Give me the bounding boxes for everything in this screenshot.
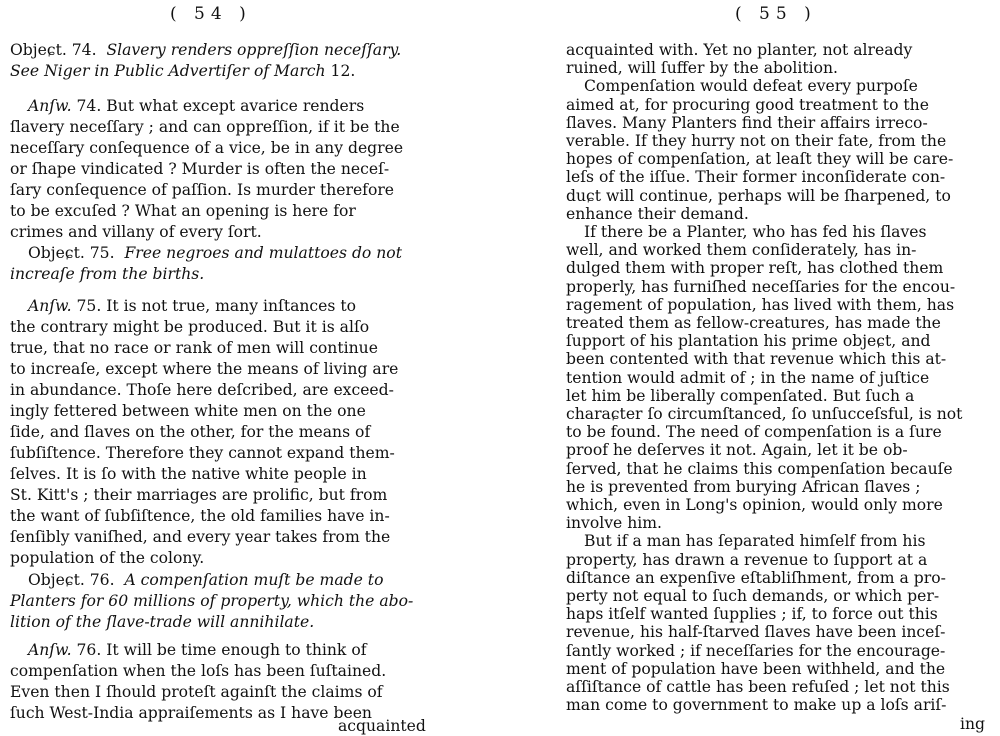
answer-75-line: the contrary might be produced. But it is alſo — [10, 318, 370, 336]
right-page-line: perty not equal to ſuch demands, or which per- — [566, 587, 940, 605]
right-page-line: man come to government to make up a loſs ariſ- — [566, 696, 947, 715]
right-page-line: ſerved, that he claims this compenſation becauſe — [566, 459, 953, 478]
answer-76-line: Anſw. 76. It will be time enough to think of — [28, 641, 367, 659]
object-74-line-2: See Niger in Public Advertiſer of March 12. — [10, 62, 356, 80]
answer-74-line: ſlavery neceſſary ; and can oppreſſion, if it be the — [10, 118, 400, 136]
right-page-line: duɕt will continue, perhaps will be ſharpened, to — [566, 186, 951, 205]
right-page-line: acquainted with. Yet no planter, not already — [566, 41, 913, 59]
right-page-line: been contented with that revenue which this at- — [566, 350, 947, 369]
answer-75-line: ſide, and ſlaves on the other, for the means of — [10, 423, 371, 441]
answer-75-line: ſelves. It is ſo with the native white people in — [10, 465, 367, 483]
answer-74-line: or ſhape vindicated ? Murder is often the neceſ- — [10, 160, 390, 178]
answer-76-line: compenſation when the loſs has been ſuſtained. — [10, 662, 387, 680]
page-number-right: ( 55 ) — [735, 4, 817, 24]
right-page-line: enhance their demand. — [566, 204, 749, 223]
right-page-line: ſlaves. Many Planters find their affairs irreco- — [566, 113, 928, 132]
right-page-line: revenue, his half-ſtarved ſlaves have been inceſ- — [566, 623, 946, 642]
right-page-line: haps itſelf wanted ſupplies ; if, to force out this — [566, 605, 938, 624]
answer-75-line: population of the colony. — [10, 549, 205, 567]
answer-76-line: Even then I ſhould proteſt againſt the claims of — [10, 683, 383, 701]
catchword-right: ing — [960, 715, 986, 733]
object-75-line-2: increaſe from the births. — [10, 265, 205, 283]
answer-75-line: ingly fettered between white men on the one — [10, 402, 366, 420]
object-76-line-3: lition of the ſlave-trade will annihilate. — [10, 613, 315, 631]
object-75-line-1: Objeɕt. 75. Free negroes and mulattoes do not — [28, 244, 402, 262]
right-page-line: ruined, will ſuffer by the abolition. — [566, 59, 838, 78]
answer-75-line: St. Kitt's ; their marriages are prolific, but from — [10, 486, 388, 504]
object-76-line-1: Objeɕt. 76. A compenſation muſt be made to — [28, 571, 384, 589]
object-74-label: Objeɕt. 74. — [10, 41, 97, 59]
answer-74-line: neceſſary conſequence of a vice, be in any degree — [10, 139, 404, 157]
right-page-line: treated them as fellow-creatures, has made the — [566, 314, 941, 332]
right-page-line: well, and worked them conſiderately, has in- — [566, 241, 917, 260]
right-page — [560, 0, 1000, 736]
right-page-line: ſupport of his plantation his prime objeɕt, and — [566, 332, 931, 351]
right-page-line: leſs of the iſſue. Their former inconſiderate con- — [566, 168, 946, 187]
catchword-left: acquainted — [338, 717, 426, 735]
right-page-line: If there be a Planter, who has fed his ſlaves — [584, 223, 927, 241]
answer-75-line: Anſw. 75. It is not true, many inſtances to — [28, 297, 357, 315]
page-number-left: ( 54 ) — [170, 4, 252, 24]
right-page-line: ragement of population, has lived with them, has — [566, 295, 955, 314]
answer-75-line: ſenſibly vaniſhed, and every year takes from the — [10, 528, 391, 546]
right-page-line: diſtance an expenſive eſtabliſhment, from a pro- — [566, 568, 946, 587]
answer-74-line: to be excuſed ? What an opening is here for — [10, 202, 356, 220]
right-page-line: which, even in Long's opinion, would only more — [566, 496, 943, 514]
right-page-line: ment of population have been withheld, and the — [566, 659, 946, 678]
right-page-line: dulged them with proper reſt, has clothed them — [566, 259, 944, 278]
answer-75-line: in abundance. Thoſe here deſcribed, are exceed- — [10, 381, 394, 399]
answer-76-line: ſuch West-India appraiſements as I have been — [10, 704, 372, 722]
object-76-line-2: Planters for 60 millions of property, which the abo- — [10, 592, 414, 610]
object-76-label: Objeɕt. 76. — [28, 571, 115, 589]
right-page-line: Compenſation would defeat every purpoſe — [584, 77, 918, 96]
answer-74-line: Anſw. 74. But what except avarice renders — [28, 97, 365, 115]
right-page-line: properly, has furniſhed neceſſaries for the encou- — [566, 277, 956, 296]
object-74-text: Slavery renders oppreſſion neceſſary. — [106, 41, 402, 59]
right-page-line: let him be liberally compenſated. But ſuch a — [566, 386, 915, 405]
right-page-line: to be found. The need of compenſation is a ſure — [566, 423, 942, 442]
right-page-line: verable. If they hurry not on their fate, from the — [566, 132, 947, 150]
object-75-label: Objeɕt. 75. — [28, 244, 115, 262]
right-page-line: tention would admit of ; in the name of juſtice — [566, 368, 930, 387]
right-page-line: he is prevented from burying African ſlaves ; — [566, 477, 921, 496]
answer-75-line: ſubſiſtence. Therefore they cannot expand them- — [10, 444, 395, 462]
right-page-line: But if a man has ſeparated himſelf from his — [584, 532, 926, 551]
right-page-line: aimed at, for procuring good treatment to the — [566, 95, 929, 114]
answer-74-line: ſary conſequence of paſſion. Is murder therefore — [10, 181, 395, 199]
right-page-line: aſſiſtance of cattle has been refuſed ; let not this — [566, 678, 950, 696]
answer-75-line: the want of ſubſiſtence, the old families have in- — [10, 507, 390, 525]
right-page-line: hopes of compenſation, at leaſt they will be care- — [566, 150, 954, 169]
answer-75-line: to increaſe, except where the means of living are — [10, 360, 399, 378]
right-page-line: ſantly worked ; if neceſſaries for the encourage- — [566, 641, 946, 660]
right-page-line: proof he deſerves it not. Again, let it be ob- — [566, 441, 908, 460]
right-page-line: charaɕter ſo circumſtanced, ſo unſucceſsful, is not — [566, 405, 963, 423]
right-page-line: property, has drawn a revenue to ſupport at a — [566, 550, 928, 569]
answer-74-line: crimes and villany of every ſort. — [10, 223, 262, 241]
right-page-line: involve him. — [566, 514, 662, 533]
object-74-line-1 — [10, 40, 401, 60]
answer-75-line: true, that no race or rank of men will continue — [10, 339, 378, 357]
left-page — [0, 0, 440, 736]
